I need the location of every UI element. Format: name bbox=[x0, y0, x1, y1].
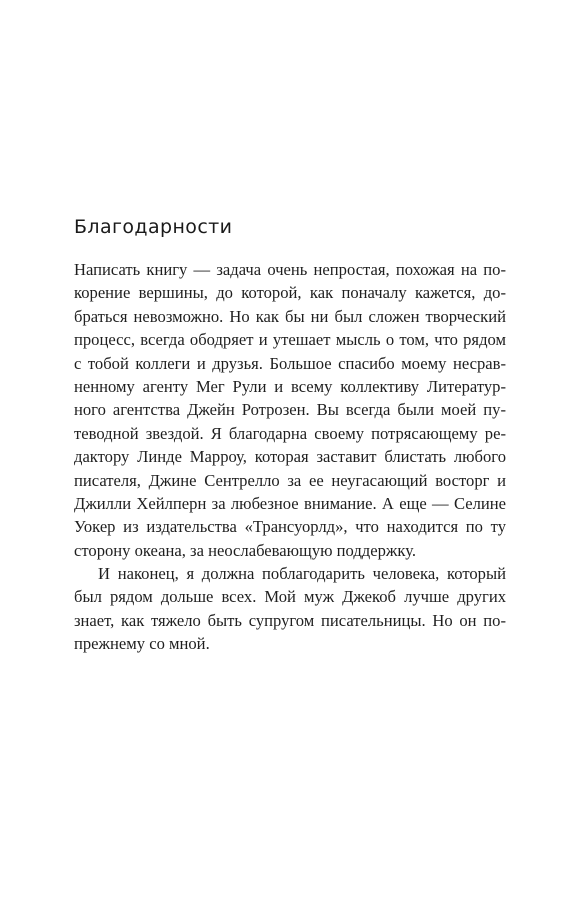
text-line: сторону океана, за неослабевающую поддержку. bbox=[74, 540, 416, 560]
text-line: прежнему со мной. bbox=[74, 634, 210, 654]
text-line: браться невозможно. Но как бы ни был сложен творческий bbox=[74, 306, 506, 326]
text-line: Написать книгу — задача очень непростая, похожая на по- bbox=[74, 260, 506, 279]
text-line: был рядом дольше всех. Мой муж Джекоб лучше других bbox=[74, 587, 506, 607]
text-line: Джилли Хейлперн за любезное внимание. А еще — Селине bbox=[74, 493, 506, 513]
text-line: с тобой коллеги и друзья. Большое спасибо моему несрав- bbox=[74, 353, 506, 373]
text-line: знает, как тяжело быть супругом писательницы. Но он по- bbox=[74, 610, 506, 630]
text-line: Уокер из издательства «Трансуорлд», что находится по ту bbox=[74, 517, 506, 537]
text-line: корение вершины, до которой, как поначалу кажется, до- bbox=[74, 283, 506, 303]
paragraph-1 bbox=[74, 258, 506, 562]
text-line: ного агентства Джейн Ротрозен. Вы всегда были моей пу- bbox=[74, 400, 506, 420]
text-line: И наконец, я должна поблагодарить человека, который bbox=[98, 564, 506, 584]
text-line: процесс, всегда ободряет и утешает мысль о том, что рядом bbox=[74, 330, 506, 350]
section-heading: Благодарности bbox=[74, 216, 233, 238]
text-line: писателя, Джине Сентрелло за ее неугасающий восторг и bbox=[74, 470, 506, 490]
text-line: теводной звездой. Я благодарна своему потрясающему ре- bbox=[74, 423, 506, 443]
paragraph-2 bbox=[74, 562, 506, 656]
text-line: ненному агенту Мег Рули и всему коллективу Литератур- bbox=[74, 376, 506, 396]
acknowledgements-text bbox=[74, 258, 506, 656]
text-line: дактору Линде Марроу, которая заставит блистать любого bbox=[74, 447, 506, 467]
